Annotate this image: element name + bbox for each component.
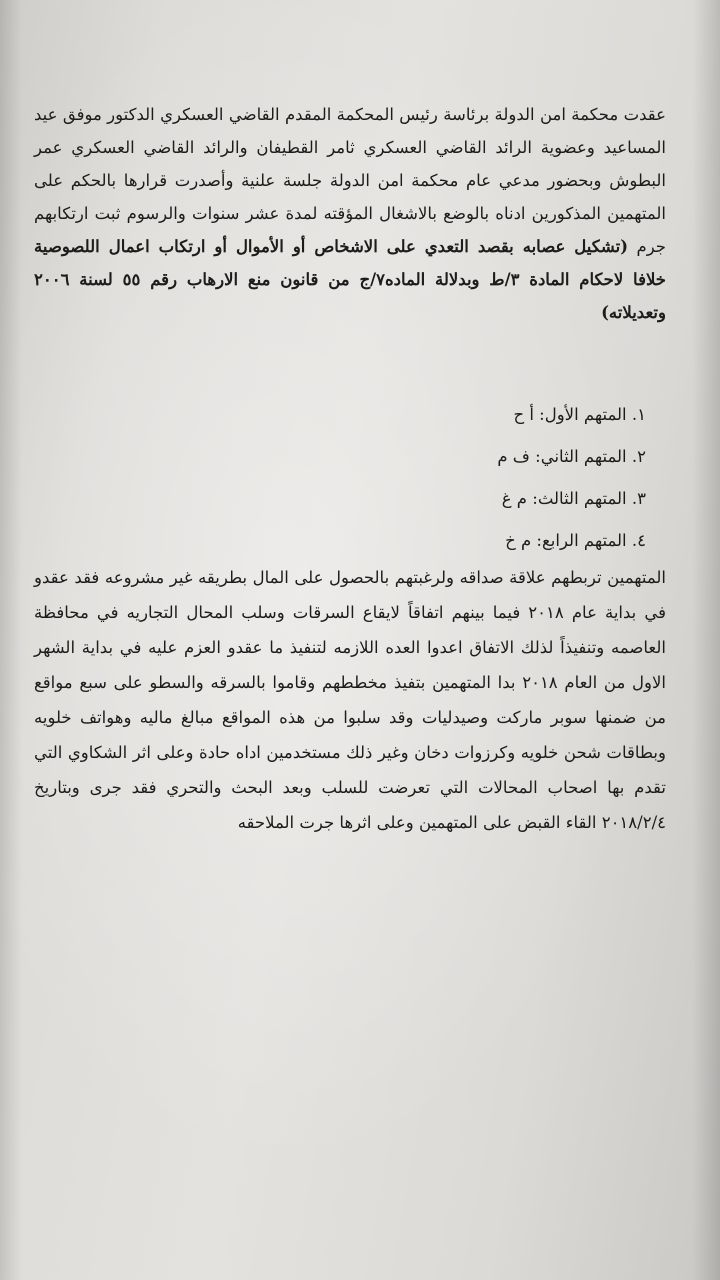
accused-item-2: ٢. المتهم الثاني: ف م [497,447,646,466]
page-edge-shadow-left [0,0,22,1280]
page-edge-shadow-right [692,0,720,1280]
accused-item-1: ١. المتهم الأول: أ ح [513,405,646,424]
facts-paragraph: المتهمين تربطهم علاقة صداقه ولرغبتهم بالحصول على المال بطريقه غير مشروعه فقد عقدو في بداية عام ٢٠١٨ فيما بينهم اتفاقاً لايقاع السرقات وسلب المحال التجاريه في محافظة العاصمه وتنفيذاً لذلك الاتفاق اعدوا العده اللازمه لتنفيذ ما عقدو العزم عليه في بداية الشهر الاول من العام ٢٠١٨ بدا المتهمين بتفيذ مخططهم وقاموا بالسرقه والسطو على سبع مواقع من ضمنها سوبر ماركت وصيدليات وقد سلبوا من هذه المواقع مبالغ ماليه وهواتف خلويه وبطاقات شحن خلويه وكرزوات دخان وغير ذلك مستخدمين اداه حادة وعلى اثر الشكاوي التي تقدم بها اصحاب المحالات التي تعرضت للسلب وبعد البحث والتحري فقد جرى وبتاريخ ٢٠١٨/٢/٤ القاء القبض على المتهمين وعلى اثرها جرت الملاحقه [34,568,666,832]
charge-text: (تشكيل عصابه بقصد التعدي على الاشخاص أو الأموال أو ارتكاب اعمال اللصوصية خلافا لاحكام المادة ٣/ط وبدلالة الماده٧/ج من قانون منع الارهاب رقم ٥٥ لسنة ٢٠٠٦ وتعديلاته) [34,237,667,322]
accused-list [380,394,646,562]
verdict-text: عقدت محكمة امن الدولة برئاسة رئيس المحكمة المقدم القاضي العسكري الدكتور موفق عيد المساعيد وعضوية الرائد القاضي العسكري ثامر القطيفان والرائد القاضي العسكري عمر البطوش وبحضور مدعي عام محكمة امن الدولة جلسة علنية وأصدرت قرارها بالحكم على المتهمين المذكورين ادناه بالوضع بالاشغال المؤقته لمدة عشر سنوات والرسوم ثبت ارتكابهم جرم [34,105,666,256]
accused-item-4: ٤. المتهم الرابع: م خ [505,531,646,550]
verdict-paragraph [34,98,666,329]
accused-item-3: ٣. المتهم الثالث: م غ [501,489,646,508]
